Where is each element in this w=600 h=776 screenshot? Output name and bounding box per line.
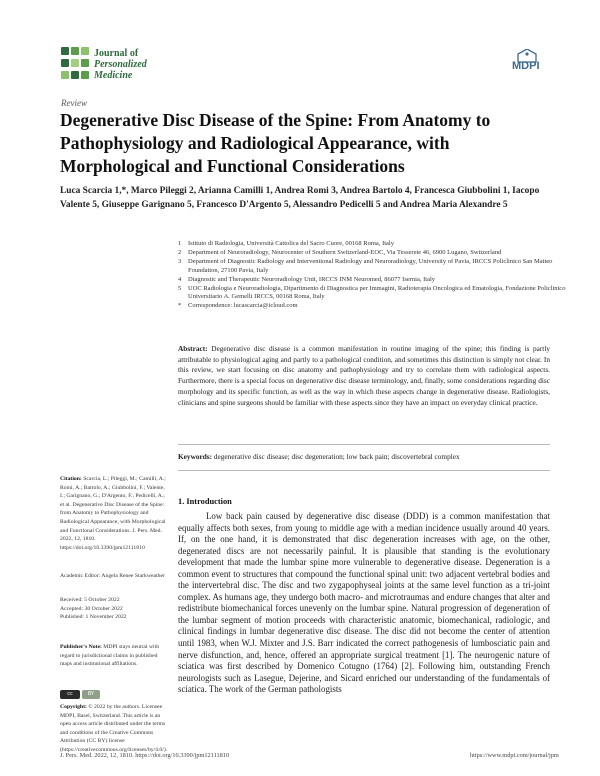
abstract	[178, 344, 550, 408]
footer-citation[interactable]: J. Pers. Med. 2022, 12, 1810. https://doi.org/10.3390/jpm12111810	[60, 752, 230, 759]
affiliation-item	[178, 240, 578, 249]
logo-cell	[61, 47, 69, 55]
logo-cell	[81, 59, 89, 67]
copyright-block	[60, 703, 168, 755]
logo-cell	[71, 59, 79, 67]
affiliation-mark: *	[178, 302, 182, 310]
affiliation-mark: 1	[178, 240, 182, 247]
logo-cell	[81, 71, 89, 79]
copyright-text: © 2022 by the authors. Licensee MDPI, Basel, Switzerland. This article is an open access article distributed under the terms and conditions of the Creative Commons Attribution (CC BY) license (https://creativecommons.org/licenses/by/4.0/).	[60, 704, 168, 753]
copyright-label: Copyright:	[60, 704, 87, 710]
keywords-label: Keywords:	[178, 452, 213, 461]
affiliations	[178, 240, 578, 311]
author-list: Luca Scarcia 1,*, Marco Pileggi 2, Arianna Camilli 1, Andrea Romi 3, Andrea Bartolo 4, Francesca Giubbolini 1, Iacopo Valente 5, Giuseppe Garignano 5, Francesco D'Argento 5, Alessandro Pedicelli 5 and Andrea Maria Alexandre 5	[60, 186, 540, 210]
affiliation-text: Department of Neuroradiology, Neurocenter of Southern Switzerland-EOC, Via Tesserete 46, 6900 Lugano, Switzerland	[188, 248, 502, 256]
affiliation-text: Diagnostic and Therapeutic Neuroradiology Unit, IRCCS INM Neuromed, 86077 Isernia, Italy	[188, 275, 436, 283]
dates-block	[60, 596, 168, 622]
journal-name	[94, 48, 147, 81]
section-body: Low back pain caused by degenerative disc disease (DDD) is a common manifestation that equally affects both sexes, from young to middle age with a median incidence usually around 40 years. If, on the one hand, it is demonstrated that disc degeneration increases with age, on the other, degenerated discs are not necessarily painful. It is plausible that standing is the evolutionary development that made the lumbar spine more vulnerable to degenerative disease. Degeneration is a common event to structures that compound the functional spinal unit: two adjacent vertebral bodies and the intervertebral disc. The disc and two zygapophyseal joints at the same level function as a tri-joint complex. As humans age, they undergo both macro- and microtraumas and endure changes that alter and redistribute biomechanical forces unevenly on the lumbar spine. Natural progression of degeneration of the lumbar segment of motion proceeds with characteristic anatomic, biomechanical, radiologic, and clinical findings in lumbar degenerative disc disease. The disc did not become the center of attention until 1983, when W.J. Mixter and J.S. Barr indicated the correct pathogenesis of lumbosciatic pain and nerve disfunction, and, hence, offered an appropriate surgical treatment [1]. The neurogenic nature of sciatica was first described by Domenico Cotugno (1764) [2]. Following him, outstanding French neurologists such as Lasegue, Dejerine, and Sicard enriched our understanding of the fundamentals of sciatica. The work of the German pathologists	[178, 511, 550, 695]
publisher-note	[60, 643, 168, 669]
journal-name-line3: Medicine	[94, 70, 133, 81]
published-date: Published: 1 November 2022	[60, 614, 127, 621]
cc-license-icon[interactable]: cc	[60, 690, 80, 699]
divider	[178, 444, 550, 445]
affiliation-item	[178, 276, 578, 285]
affiliation-mark: 5	[178, 284, 182, 292]
section-heading: 1. Introduction	[178, 497, 232, 506]
abstract-text: Degenerative disc disease is a common manifestation in routine imaging of the spine; this finding is partly attributable to physiological aging and partly to a pathological condition, and sometimes this distinction is simply not clear. In this review, we start focusing on disc anatomy and pathophysiology and try to correlate them with radiological aspects. Furthermore, there is a special focus on degenerative disc disease terminology, and, finally, some considerations regarding disc morphology and its specific function, as well as the way in which these aspects change in degenerative disease. Radiologists, clinicians and spine surgeons should be familiar with these aspects since they have an impact on everyday clinical practice.	[178, 344, 551, 407]
abstract-label: Abstract:	[178, 344, 208, 353]
keywords-text: degenerative disc disease; disc degeneration; low back pain; discovertebral complex	[213, 452, 460, 461]
footer-journal-url[interactable]: https://www.mdpi.com/journal/jpm	[470, 752, 559, 759]
affiliation-item	[178, 302, 578, 311]
received-date: Received: 5 October 2022	[60, 597, 120, 603]
by-license-icon[interactable]: BY	[82, 690, 100, 699]
affiliation-text: Department of Diagnostic Radiology and Interventional Radiology and Neuroradiology, University of Pavia, IRCCS Policlinico San Matteo Foundation, 27100 Pavia, Italy	[188, 257, 553, 274]
academic-editor: Academic Editor: Angela Renee Starkweather	[60, 573, 165, 579]
logo-cell	[81, 47, 89, 55]
citation-label: Citation:	[60, 476, 82, 482]
logo-cell	[71, 71, 79, 79]
logo-cell	[71, 47, 79, 55]
publisher-note-text: MDPI stays neutral with regard to jurisdictional claims in published maps and institutional affiliations.	[60, 644, 160, 668]
citation-block	[60, 475, 168, 552]
affiliation-text: Istituto di Radiologia, Università Cattolica del Sacro Cuore, 00168 Roma, Italy	[188, 240, 394, 247]
logo-cell	[61, 59, 69, 67]
divider	[178, 470, 550, 471]
accepted-date: Accepted: 30 October 2022	[60, 605, 123, 612]
affiliation-text: UOC Radiologia e Neuroradiologia, Dipartimento di Diagnostica per Immagini, Radioterapia Oncologica ed Ematologia, Fondazione Policlinico Universitario A. Gemelli IRCCS, 00168 Roma, Italy	[188, 284, 566, 301]
journal-name-line2: Personalized	[94, 59, 147, 70]
affiliation-mark: 4	[178, 275, 182, 283]
affiliation-mark: 2	[178, 248, 182, 256]
journal-logo	[61, 47, 91, 81]
affiliation-text[interactable]: Correspondence: lucascarcia@icloud.com	[188, 302, 298, 310]
affiliation-item	[178, 285, 578, 303]
affiliation-item	[178, 258, 578, 276]
publisher-note-label: Publisher's Note:	[60, 644, 102, 650]
logo-cell	[61, 71, 69, 79]
publisher-name: MDPI	[512, 60, 540, 72]
journal-name-line1: Journal of	[94, 48, 139, 59]
article-type: Review	[61, 98, 87, 108]
citation-text[interactable]: Scarcia, L.; Pileggi, M.; Camilli, A.; Romi, A.; Bartolo, A.; Giubbolini, F.; Valente, I.; Garignano, G.; D'Argento, F.; Pedicelli, A.; et al. Degenerative Disc Disease of the Spine: from Anatomy to Pathophysiology and Radiological Appearance, with Morphological and Functional Considerations. J. Pers. Med. 2022, 12, 1810. https://doi.org/10.3390/jpm12111810	[60, 476, 166, 551]
affiliation-item	[178, 249, 578, 258]
affiliation-mark: 3	[178, 257, 182, 265]
keywords	[178, 452, 550, 463]
article-title: Degenerative Disc Disease of the Spine: From Anatomy to Pathophysiology and Radiological Appearance, with Morphological and Functional Considerations	[60, 110, 491, 176]
